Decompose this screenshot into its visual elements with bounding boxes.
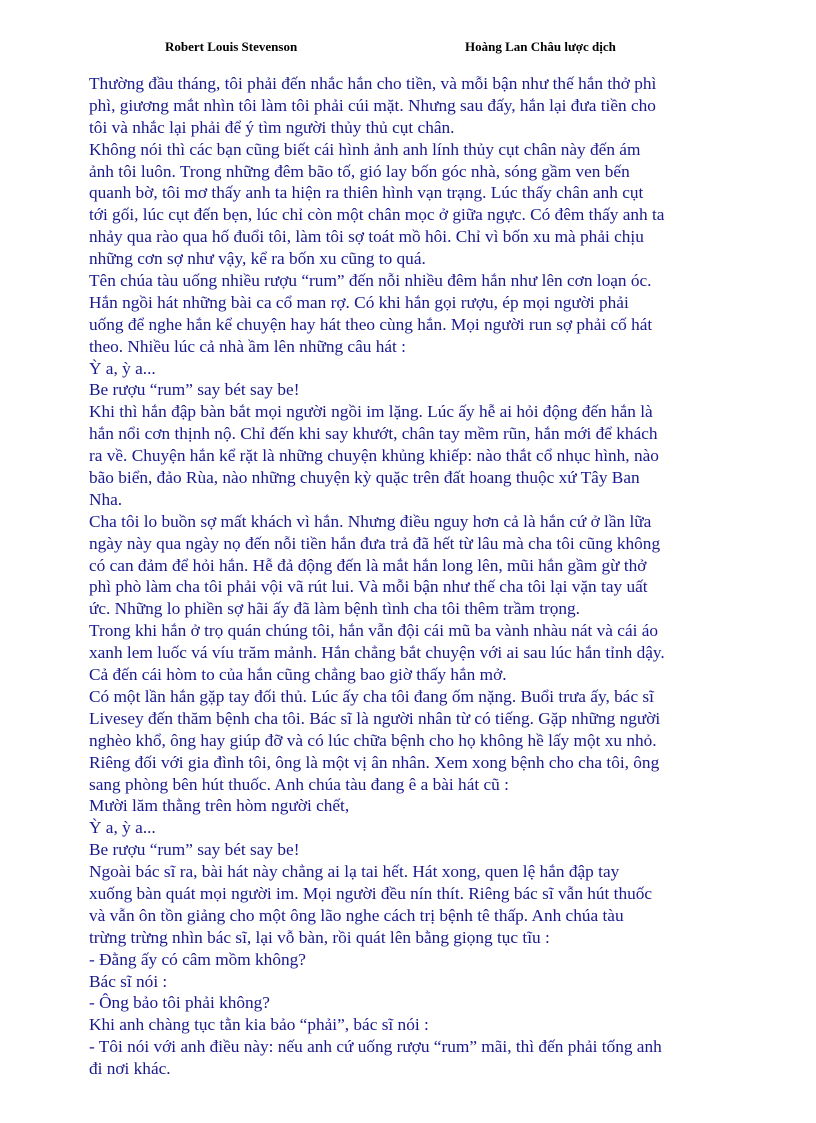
- text-line: Có một lần hắn gặp tay đối thủ. Lúc ấy cha tôi đang ốm nặng. Buổi trưa ấy, bác sĩ: [89, 686, 654, 706]
- text-line: Cha tôi lo buồn sợ mất khách vì hắn. Nhưng điều nguy hơn cả là hắn cứ ở lần lữa: [89, 511, 652, 531]
- text-line: tới gối, lúc cụt đến bẹn, lúc chỉ còn một chân mọc ở giữa ngực. Có đêm thấy anh ta: [89, 205, 665, 225]
- text-line: bão biển, đảo Rùa, nào những chuyện kỳ quặc trên đất hoang thuộc xứ Tây Ban: [89, 468, 640, 488]
- text-line: uống để nghe hắn kể chuyện hay hát theo cùng hắn. Mọi người run sợ phải cố hát: [89, 314, 653, 334]
- body-text: [89, 73, 739, 1080]
- text-line: Cả đến cái hòm to của hắn cũng chẳng bao giờ thấy hắn mở.: [89, 665, 507, 685]
- text-line: Hắn ngồi hát những bài ca cổ man rợ. Có khi hắn gọi rượu, ép mọi người phải: [89, 292, 629, 312]
- text-line: Livesey đến thăm bệnh cha tôi. Bác sĩ là người nhân từ có tiếng. Gặp những người: [89, 708, 661, 728]
- text-line: Không nói thì các bạn cũng biết cái hình ảnh anh lính thủy cụt chân này đến ám: [89, 139, 641, 159]
- text-line: xuống bàn quát mọi người im. Mọi người đều nín thít. Riêng bác sĩ vẫn hút thuốc: [89, 883, 653, 903]
- text-line: nhảy qua rào qua hố đuổi tôi, làm tôi sợ toát mồ hôi. Chỉ vì bốn xu mà phải chịu: [89, 227, 644, 247]
- dialogue-line: - Tôi nói với anh điều này: nếu anh cứ uống rượu “rum” mãi, thì đến phải tống anh: [89, 1037, 662, 1057]
- text-line: ngày này qua ngày nọ đến nỗi tiền hắn đưa trả đã hết từ lâu mà cha tôi cũng không: [89, 533, 661, 553]
- text-line: hắn nổi cơn thịnh nộ. Chỉ đến khi say khướt, chân tay mềm rũn, hắn mới để khách: [89, 424, 658, 444]
- text-line: trừng trừng nhìn bác sĩ, lại vỗ bàn, rồi quát lên bằng giọng tục tĩu :: [89, 927, 550, 947]
- song-line: Be rượu “rum” say bét say be!: [89, 380, 300, 400]
- song-line: Ỳ a, ỳ a...: [89, 818, 156, 838]
- text-line: Khi anh chàng tục tằn kia bảo “phải”, bác sĩ nói :: [89, 1015, 429, 1035]
- text-line: Riêng đối với gia đình tôi, ông là một vị ân nhân. Xem xong bệnh cho cha tôi, ông: [89, 752, 660, 772]
- text-line: phì, giương mắt nhìn tôi làm tôi phải cúi mặt. Nhưng sau đấy, hắn lại đưa tiền cho: [89, 95, 656, 115]
- text-line: Bác sĩ nói :: [89, 971, 168, 991]
- text-line: có can đảm để hỏi hắn. Hễ đả động đến là mắt hắn long lên, mũi hắn gầm gừ thở: [89, 555, 647, 575]
- text-line: ức. Những lo phiền sợ hãi ấy đã làm bệnh tình cha tôi thêm trầm trọng.: [89, 599, 580, 619]
- text-line: ảnh tôi luôn. Trong những đêm bão tố, gió lay bốn góc nhà, sóng gầm ven bến: [89, 161, 630, 181]
- header-translator: Hoàng Lan Châu lược dịch: [465, 39, 616, 54]
- header-author: Robert Louis Stevenson: [165, 39, 298, 54]
- dialogue-line: - Đằng ấy có câm mồm không?: [89, 949, 306, 969]
- text-line: Nha.: [89, 489, 123, 509]
- text-line: Khi thì hắn đập bàn bắt mọi người ngồi im lặng. Lúc ấy hễ ai hỏi động đến hắn là: [89, 402, 653, 422]
- dialogue-line: - Ông bảo tôi phải không?: [89, 993, 270, 1013]
- page-header: [0, 37, 816, 57]
- song-line: Ỳ a, ỳ a...: [89, 358, 156, 378]
- text-line: tôi và nhắc lại phải để ý tìm người thủy thủ cụt chân.: [89, 117, 455, 137]
- text-line: Ngoài bác sĩ ra, bài hát này chẳng ai lạ tai hết. Hát xong, quen lệ hắn đập tay: [89, 862, 620, 882]
- text-line: phì phò làm cha tôi phải vội vã rút lui. Và mỗi bận như thế cha tôi lại vặn tay uất: [89, 577, 648, 597]
- text-line: Tên chúa tàu uống nhiều rượu “rum” đến nỗi nhiều đêm hắn như lên cơn loạn óc.: [89, 271, 652, 291]
- text-line: và vẫn ôn tồn giảng cho một ông lão nghe cách trị bệnh tê thấp. Anh chúa tàu: [89, 905, 624, 925]
- text-line: những cơn sợ như vậy, kể ra bốn xu cũng to quá.: [89, 249, 426, 269]
- text-line: Trong khi hắn ở trọ quán chúng tôi, hắn vẫn đội cái mũ ba vành nhàu nát và cái áo: [89, 621, 659, 641]
- text-line: theo. Nhiều lúc cả nhà ầm lên những câu hát :: [89, 336, 406, 356]
- text-line: sang phòng bên hút thuốc. Anh chúa tàu đang ê a bài hát cũ :: [89, 774, 509, 794]
- text-line: xanh lem luốc vá víu trăm mảnh. Hắn chẳng bắt chuyện với ai sau lúc hắn tỉnh dậy.: [89, 643, 665, 663]
- text-line: quanh bờ, tôi mơ thấy anh ta hiện ra thiên hình vạn trạng. Lúc thấy chân anh cụt: [89, 183, 644, 203]
- song-line: Be rượu “rum” say bét say be!: [89, 840, 300, 860]
- text-line: đi nơi khác.: [89, 1059, 171, 1079]
- text-line: ra về. Chuyện hắn kể rặt là những chuyện khủng khiếp: nào thắt cổ nhục hình, nào: [89, 446, 659, 466]
- song-line: Mười lăm thằng trên hòm người chết,: [89, 796, 350, 816]
- text-line: Thường đầu tháng, tôi phải đến nhắc hắn cho tiền, và mỗi bận như thế hắn thở phì: [89, 74, 657, 93]
- text-line: nghèo khổ, ông hay giúp đỡ và có lúc chữa bệnh cho họ không hề lấy một xu nhỏ.: [89, 730, 657, 750]
